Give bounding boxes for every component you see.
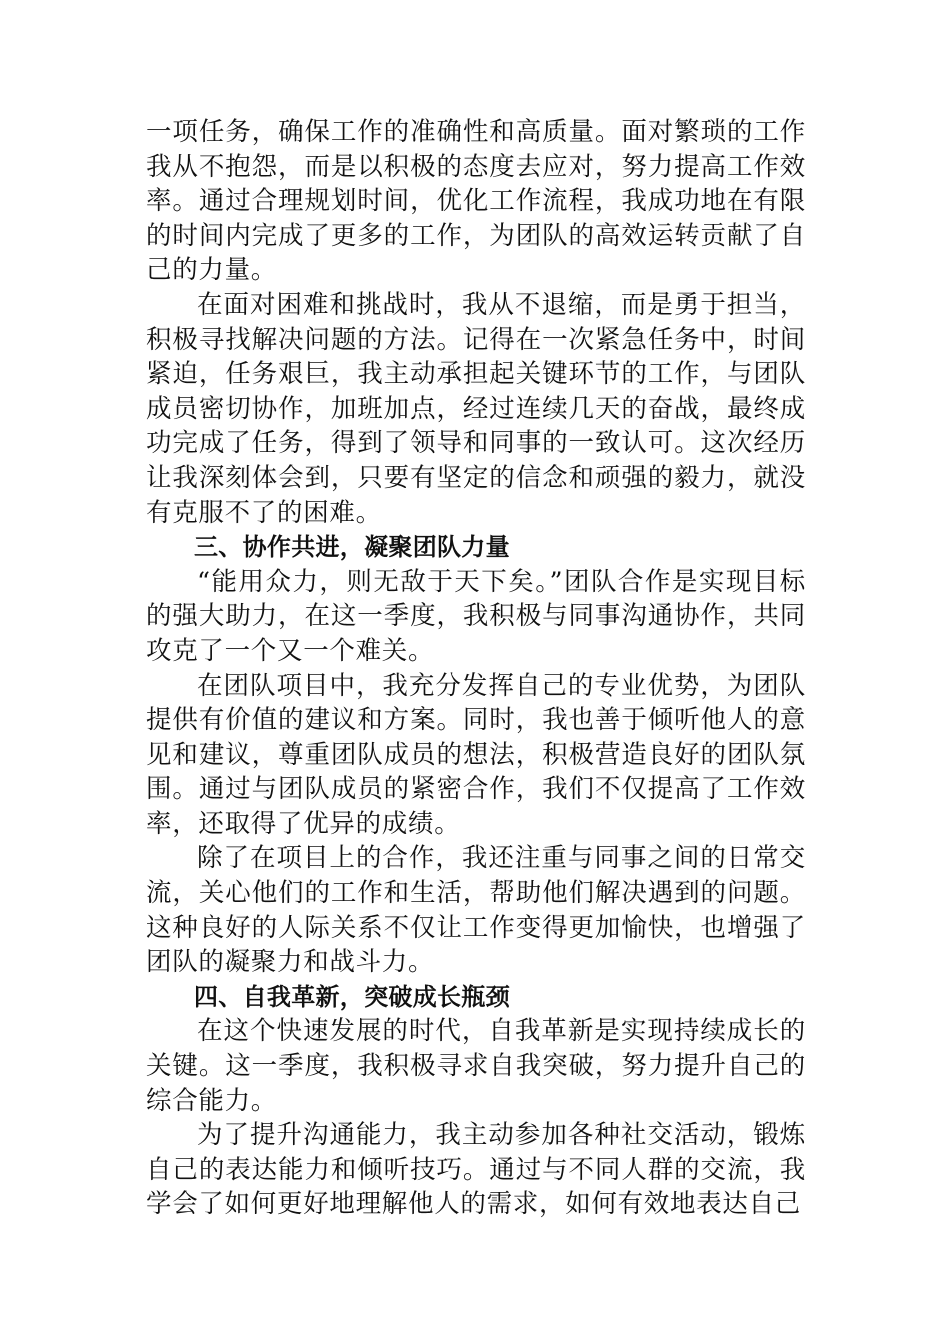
paragraph: 在面对困难和挑战时，我从不退缩，而是勇于担当，积极寻找解决问题的方法。记得在一次紧急任务中，时间紧迫，任务艰巨，我主动承担起关键环节的工作，与团队成员密切协作，加班加点，经过连续几天的奋战，最终成功完成了任务，得到了领导和同事的一致认可。这次经历让我深刻体会到，只要有坚定的信念和顽强的毅力，就没有克服不了的困难。	[146, 289, 806, 528]
paragraph: 为了提升沟通能力，我主动参加各种社交活动，锻炼自己的表达能力和倾听技巧。通过与不同人群的交流，我学会了如何更好地理解他人的需求，如何有效地表达自己	[146, 1120, 806, 1220]
section-heading: 三、协作共进，凝聚团队力量	[194, 533, 510, 562]
document-body	[146, 115, 806, 1222]
paragraph: 除了在项目上的合作，我还注重与同事之间的日常交流，关心他们的工作和生活，帮助他们解决遇到的问题。这种良好的人际关系不仅让工作变得更加愉快，也增强了团队的凝聚力和战斗力。	[146, 843, 806, 978]
section-heading: 四、自我革新，突破成长瓶颈	[194, 982, 510, 1011]
paragraph: “能用众力，则无敌于天下矣。”团队合作是实现目标的强大助力，在这一季度，我积极与同事沟通协作，共同攻克了一个又一个难关。	[146, 566, 806, 666]
paragraph: 在团队项目中，我充分发挥自己的专业优势，为团队提供有价值的建议和方案。同时，我也善于倾听他人的意见和建议，尊重团队成员的想法，积极营造良好的团队氛围。通过与团队成员的紧密合作，我们不仅提高了工作效率，还取得了优异的成绩。	[146, 670, 806, 839]
paragraph: 一项任务，确保工作的准确性和高质量。面对繁琐的工作我从不抱怨，而是以积极的态度去应对，努力提高工作效率。通过合理规划时间，优化工作流程，我成功地在有限的时间内完成了更多的工作，为团队的高效运转贡献了自己的力量。	[146, 117, 806, 286]
paragraph: 在这个快速发展的时代，自我革新是实现持续成长的关键。这一季度，我积极寻求自我突破，努力提升自己的综合能力。	[146, 1016, 806, 1116]
